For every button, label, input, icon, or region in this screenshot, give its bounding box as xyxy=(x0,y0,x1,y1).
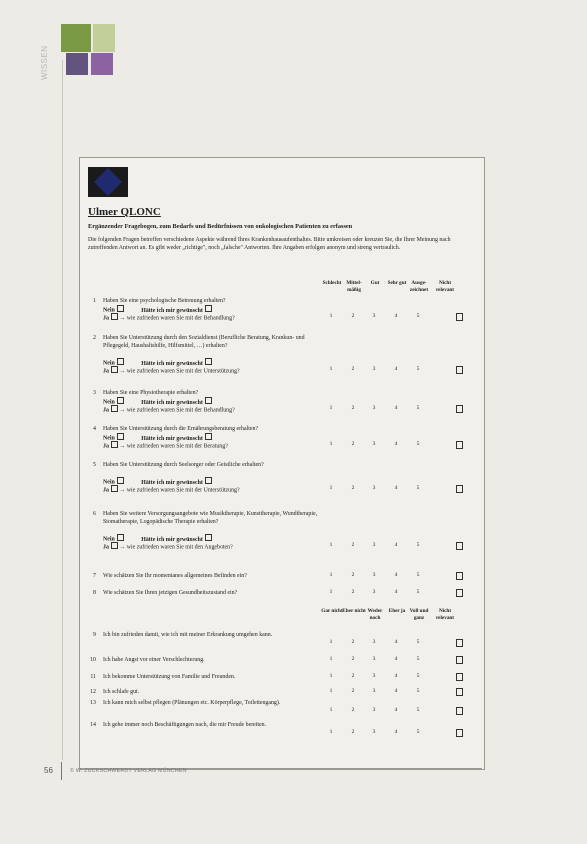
question-number: 8 xyxy=(93,590,96,596)
ja-checkbox[interactable] xyxy=(111,441,118,448)
question-text: Ich habe Angst vor einer Verschlechterung. xyxy=(103,657,205,663)
scale-value: 5 xyxy=(416,441,420,447)
scale-value: 4 xyxy=(394,673,398,679)
scale-value: 3 xyxy=(372,485,376,491)
q11-not-relevant-checkbox[interactable] xyxy=(456,673,463,681)
scale-header-2-label-1: Eher nicht xyxy=(342,608,366,614)
scale-value: 2 xyxy=(351,542,355,548)
scale-value: 4 xyxy=(394,313,398,319)
would-like-checkbox[interactable] xyxy=(205,397,212,404)
question-number: 1 xyxy=(93,298,96,304)
scale-value: 3 xyxy=(372,639,376,645)
question-text: Ich gehe immer noch Beschäftigungen nach, die mir Freude bereiten. xyxy=(103,722,267,728)
question-number: 9 xyxy=(93,632,96,638)
scale-value: 1 xyxy=(329,688,333,694)
scale-value: 2 xyxy=(351,639,355,645)
answer-nein: Nein Hätte ich mir gewünscht xyxy=(103,433,333,443)
scale-value: 3 xyxy=(372,673,376,679)
questionnaire-intro: Die folgenden Fragen betreffen verschiedene Aspekte während Ihres Krankenhausaufenthaltes. Bitte umkreisen oder kreuzen Sie, die Ihrer Meinung nach zutreffenden Antwort an. Es gibt weder „richtige", noch „falsche" Antworten. Ihre Angaben erfolgen anonym und streng vertraulich. xyxy=(88,237,451,251)
scale-value: 4 xyxy=(394,656,398,662)
scale-value: 3 xyxy=(372,405,376,411)
q3-not-relevant-checkbox[interactable] xyxy=(456,405,463,413)
scale-value: 3 xyxy=(372,441,376,447)
scale-header-1-label-0: Schlecht xyxy=(322,280,342,286)
q7-not-relevant-checkbox[interactable] xyxy=(456,572,463,580)
scale-value: 5 xyxy=(416,589,420,595)
answer-ja: Ja → wie zufrieden waren Sie mit der Behandlung? xyxy=(103,313,333,323)
answer-ja: Ja → wie zufrieden waren Sie mit der Behandlung? xyxy=(103,405,333,415)
scale-value: 1 xyxy=(329,405,333,411)
diamond-logo-icon xyxy=(88,164,128,200)
scale-value: 1 xyxy=(329,572,333,578)
page-number: 56 xyxy=(44,766,53,775)
scale-value: 4 xyxy=(394,639,398,645)
scale-value: 3 xyxy=(372,656,376,662)
would-like-checkbox[interactable] xyxy=(205,534,212,541)
scale-value: 1 xyxy=(329,639,333,645)
scale-value: 1 xyxy=(329,589,333,595)
answer-ja: Ja → wie zufrieden waren Sie mit der Beratung? xyxy=(103,441,333,451)
q9-not-relevant-checkbox[interactable] xyxy=(456,639,463,647)
scale-value: 3 xyxy=(372,572,376,578)
question-number: 6 xyxy=(93,511,96,517)
logo-square-green xyxy=(61,24,91,52)
scale-value: 4 xyxy=(394,707,398,713)
scale-value: 2 xyxy=(351,688,355,694)
would-like-checkbox[interactable] xyxy=(205,358,212,365)
scale-value: 5 xyxy=(416,313,420,319)
ja-checkbox[interactable] xyxy=(111,313,118,320)
question-text: Ich schlafe gut. xyxy=(103,689,140,695)
answer-nein: Nein Hätte ich mir gewünscht xyxy=(103,397,333,407)
scale-value: 1 xyxy=(329,485,333,491)
scale-value: 5 xyxy=(416,405,420,411)
q13-not-relevant-checkbox[interactable] xyxy=(456,707,463,715)
question-number: 11 xyxy=(90,674,96,680)
scale-value: 4 xyxy=(394,405,398,411)
scale-value: 5 xyxy=(416,688,420,694)
question-text: Wie schätzen Sie Ihren jetzigen Gesundheitszustand ein? xyxy=(103,590,238,596)
question-text: Haben Sie eine Physiotherapie erhalten? xyxy=(103,390,199,396)
scale-value: 4 xyxy=(394,589,398,595)
ja-checkbox[interactable] xyxy=(111,485,118,492)
answer-nein: Nein Hätte ich mir gewünscht xyxy=(103,358,333,368)
scale-value: 2 xyxy=(351,589,355,595)
scale-header-1-label-3: Sehr gut xyxy=(387,280,407,286)
question-number: 13 xyxy=(90,700,96,706)
scale-value: 1 xyxy=(329,441,333,447)
scale-value: 2 xyxy=(351,313,355,319)
scale-value: 3 xyxy=(372,688,376,694)
copyright: © W. ZUCKSCHWERDT VERLAG MÜNCHEN xyxy=(70,768,187,774)
q10-not-relevant-checkbox[interactable] xyxy=(456,656,463,664)
scale-value: 1 xyxy=(329,542,333,548)
answer-nein: Nein Hätte ich mir gewünscht xyxy=(103,534,333,544)
q1-not-relevant-checkbox[interactable] xyxy=(456,313,463,321)
scale-header-2-label-3: Eher ja xyxy=(388,608,406,614)
scale-value: 2 xyxy=(351,656,355,662)
scale-value: 1 xyxy=(329,656,333,662)
ja-checkbox[interactable] xyxy=(111,542,118,549)
question-number: 7 xyxy=(93,573,96,579)
scale-header-2-label-0: Gar nicht xyxy=(321,608,343,614)
q14-not-relevant-checkbox[interactable] xyxy=(456,729,463,737)
scale-header-1-label-5: Nicht relevant xyxy=(435,280,455,293)
would-like-checkbox[interactable] xyxy=(205,477,212,484)
scale-value: 5 xyxy=(416,485,420,491)
logo-square-purple xyxy=(91,53,113,75)
question-text: Ich bin zufrieden damit, wie ich mit meiner Erkrankung umgehen kann. xyxy=(103,632,273,638)
scale-value: 2 xyxy=(351,729,355,735)
question-text: Wie schätzen Sie Ihr momentanes allgemeines Befinden ein? xyxy=(103,573,247,579)
scale-value: 5 xyxy=(416,707,420,713)
question-text: Ich bekomme Unterstützung von Familie und Freunden. xyxy=(103,674,236,680)
scale-value: 3 xyxy=(372,729,376,735)
question-text: Haben Sie Unterstützung durch Seelsorger oder Geistliche erhalten? xyxy=(103,462,264,468)
answer-ja: Ja → wie zufrieden waren Sie mit den Angeboten? xyxy=(103,542,333,552)
nein-checkbox[interactable] xyxy=(117,477,124,484)
ja-checkbox[interactable] xyxy=(111,405,118,412)
nein-checkbox[interactable] xyxy=(117,305,124,312)
question-number: 2 xyxy=(93,335,96,341)
nein-checkbox[interactable] xyxy=(117,358,124,365)
scale-value: 4 xyxy=(394,441,398,447)
scale-value: 3 xyxy=(372,542,376,548)
question-text: Haben Sie eine psychologische Betreuung erhalten? xyxy=(103,298,226,304)
scale-value: 1 xyxy=(329,673,333,679)
scale-value: 1 xyxy=(329,313,333,319)
nein-checkbox[interactable] xyxy=(117,534,124,541)
question-number: 4 xyxy=(93,426,96,432)
ja-checkbox[interactable] xyxy=(111,366,118,373)
answer-nein: Nein Hätte ich mir gewünscht xyxy=(103,477,333,487)
questionnaire-subtitle: Ergänzender Fragebogen, zum Bedarfs und Bedürfnissen von onkologischen Patienten zu erfassen xyxy=(88,223,353,230)
scale-value: 4 xyxy=(394,485,398,491)
would-like-checkbox[interactable] xyxy=(205,433,212,440)
scale-value: 4 xyxy=(394,729,398,735)
margin-line xyxy=(62,60,63,760)
scale-value: 5 xyxy=(416,639,420,645)
question-number: 12 xyxy=(90,689,96,695)
question-text: Haben Sie Unterstützung durch die Ernährungsberatung erhalten? xyxy=(103,426,259,432)
scale-value: 2 xyxy=(351,485,355,491)
q2-not-relevant-checkbox[interactable] xyxy=(456,366,463,374)
scale-value: 4 xyxy=(394,688,398,694)
logo-square-lightgreen xyxy=(93,24,115,52)
scale-value: 2 xyxy=(351,441,355,447)
scale-value: 5 xyxy=(416,729,420,735)
scale-value: 4 xyxy=(394,366,398,372)
scale-value: 4 xyxy=(394,572,398,578)
question-number: 14 xyxy=(90,722,96,728)
scale-value: 3 xyxy=(372,707,376,713)
scale-value: 3 xyxy=(372,589,376,595)
would-like-checkbox[interactable] xyxy=(205,305,212,312)
scale-value: 5 xyxy=(416,542,420,548)
scale-header-1-label-2: Gut xyxy=(370,280,380,286)
scale-header-2-label-5: Nicht relevant xyxy=(435,608,455,621)
answer-ja: Ja → wie zufrieden waren Sie mit der Unterstützung? xyxy=(103,485,333,495)
q4-not-relevant-checkbox[interactable] xyxy=(456,441,463,449)
scale-value: 2 xyxy=(351,405,355,411)
scale-value: 5 xyxy=(416,656,420,662)
scale-value: 5 xyxy=(416,673,420,679)
question-number: 10 xyxy=(90,657,96,663)
scale-value: 5 xyxy=(416,366,420,372)
q5-not-relevant-checkbox[interactable] xyxy=(456,485,463,493)
scale-value: 1 xyxy=(329,707,333,713)
scale-value: 2 xyxy=(351,572,355,578)
logo-square-darkpurple xyxy=(66,53,88,75)
question-text: Haben Sie weitere Versorgungsangebote wie Musiktherapie, Kunsttherapie, Wundtherapie, Stomatherapie, Logopädische Therapie erhalten? xyxy=(103,511,318,525)
scale-value: 3 xyxy=(372,366,376,372)
nein-checkbox[interactable] xyxy=(117,397,124,404)
scale-value: 2 xyxy=(351,366,355,372)
scale-value: 4 xyxy=(394,542,398,548)
question-number: 3 xyxy=(93,390,96,396)
scale-value: 5 xyxy=(416,572,420,578)
nein-checkbox[interactable] xyxy=(117,433,124,440)
scale-header-1-label-1: Mittel-mäßig xyxy=(346,280,362,293)
answer-nein: Nein Hätte ich mir gewünscht xyxy=(103,305,333,315)
question-number: 5 xyxy=(93,462,96,468)
questionnaire-title: Ulmer QLONC xyxy=(88,206,161,218)
scale-header-2-label-4: Voll und ganz xyxy=(409,608,429,621)
side-label: WISSEN xyxy=(40,45,49,80)
question-text: Haben Sie Unterstützung durch den Sozialdienst (Berufliche Beratung, Krankun- und Pflegegeld, Haushaltshilfe, Hilfsmittel, …) erhalten? xyxy=(103,335,305,349)
scale-value: 1 xyxy=(329,366,333,372)
scale-value: 2 xyxy=(351,707,355,713)
q12-not-relevant-checkbox[interactable] xyxy=(456,688,463,696)
scale-value: 1 xyxy=(329,729,333,735)
scale-value: 3 xyxy=(372,313,376,319)
q6-not-relevant-checkbox[interactable] xyxy=(456,542,463,550)
answer-ja: Ja → wie zufrieden waren Sie mit der Unterstützung? xyxy=(103,366,333,376)
scale-header-1-label-4: Ausge-zeichnet xyxy=(409,280,429,293)
question-text: Ich kann mich selbst pflegen (Plänungen etc. Körperpflege, Toilettengang). xyxy=(103,700,281,706)
scale-header-2-label-2: Weder noch xyxy=(367,608,383,621)
q8-not-relevant-checkbox[interactable] xyxy=(456,589,463,597)
page-number-divider xyxy=(61,762,62,780)
scale-value: 2 xyxy=(351,673,355,679)
